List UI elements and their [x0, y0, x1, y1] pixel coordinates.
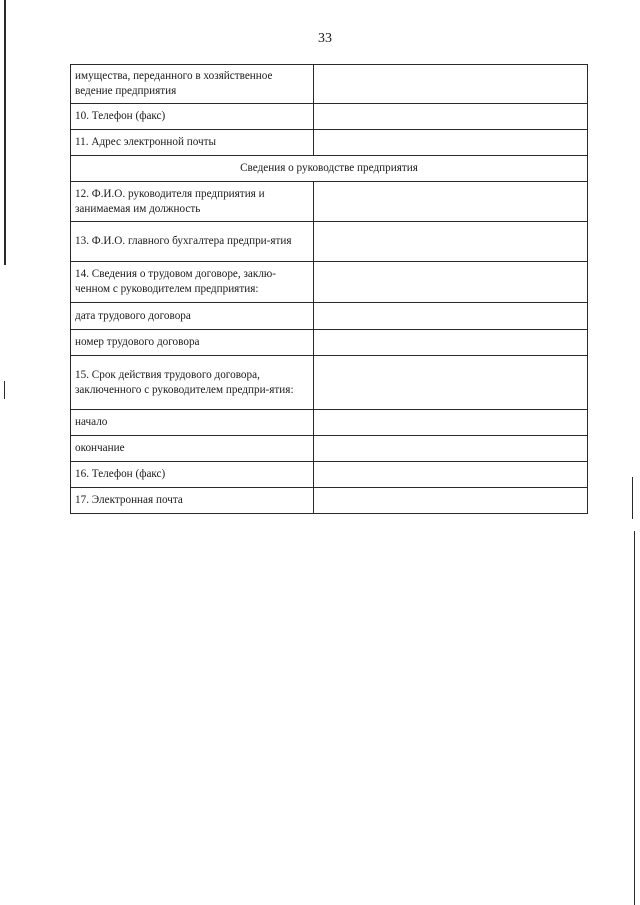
table-row — [71, 130, 588, 156]
row-value[interactable] — [314, 303, 588, 330]
section-heading: Сведения о руководстве предприятия — [71, 156, 588, 182]
table-row — [71, 303, 588, 330]
table-row — [71, 104, 588, 130]
table-row — [71, 262, 588, 303]
table-row — [71, 488, 588, 514]
row-value[interactable] — [314, 222, 588, 262]
row-value[interactable] — [314, 130, 588, 156]
scan-edge-mark — [634, 531, 635, 905]
table-row — [71, 65, 588, 104]
section-heading-row — [71, 156, 588, 182]
row-label: окончание — [71, 436, 314, 462]
row-value[interactable] — [314, 410, 588, 436]
row-label: 15. Срок действия трудового договора, заключенного с руководителем предпри-ятия: — [71, 356, 314, 410]
row-value[interactable] — [314, 262, 588, 303]
table-row — [71, 462, 588, 488]
row-label: 14. Сведения о трудовом договоре, заклю-ченном с руководителем предприятия: — [71, 262, 314, 303]
row-value[interactable] — [314, 104, 588, 130]
row-value[interactable] — [314, 488, 588, 514]
row-value[interactable] — [314, 65, 588, 104]
table-row — [71, 436, 588, 462]
row-value[interactable] — [314, 182, 588, 222]
row-label: имущества, переданного в хозяйственное ведение предприятия — [71, 65, 314, 104]
row-label: 12. Ф.И.О. руководителя предприятия и занимаемая им должность — [71, 182, 314, 222]
row-value[interactable] — [314, 356, 588, 410]
row-label: 17. Электронная почта — [71, 488, 314, 514]
row-value[interactable] — [314, 330, 588, 356]
scan-edge-mark — [4, 381, 5, 399]
scan-edge-mark — [632, 477, 633, 519]
row-label: 11. Адрес электронной почты — [71, 130, 314, 156]
row-value[interactable] — [314, 436, 588, 462]
row-label: номер трудового договора — [71, 330, 314, 356]
table-row — [71, 222, 588, 262]
row-label: 16. Телефон (факс) — [71, 462, 314, 488]
page-number: 33 — [318, 31, 332, 46]
table-row — [71, 182, 588, 222]
table-row — [71, 410, 588, 436]
row-label: 13. Ф.И.О. главного бухгалтера предпри-ятия — [71, 222, 314, 262]
row-label: дата трудового договора — [71, 303, 314, 330]
row-value[interactable] — [314, 462, 588, 488]
row-label: 10. Телефон (факс) — [71, 104, 314, 130]
table-row — [71, 330, 588, 356]
table-row — [71, 356, 588, 410]
row-label: начало — [71, 410, 314, 436]
enterprise-info-table — [70, 64, 588, 514]
